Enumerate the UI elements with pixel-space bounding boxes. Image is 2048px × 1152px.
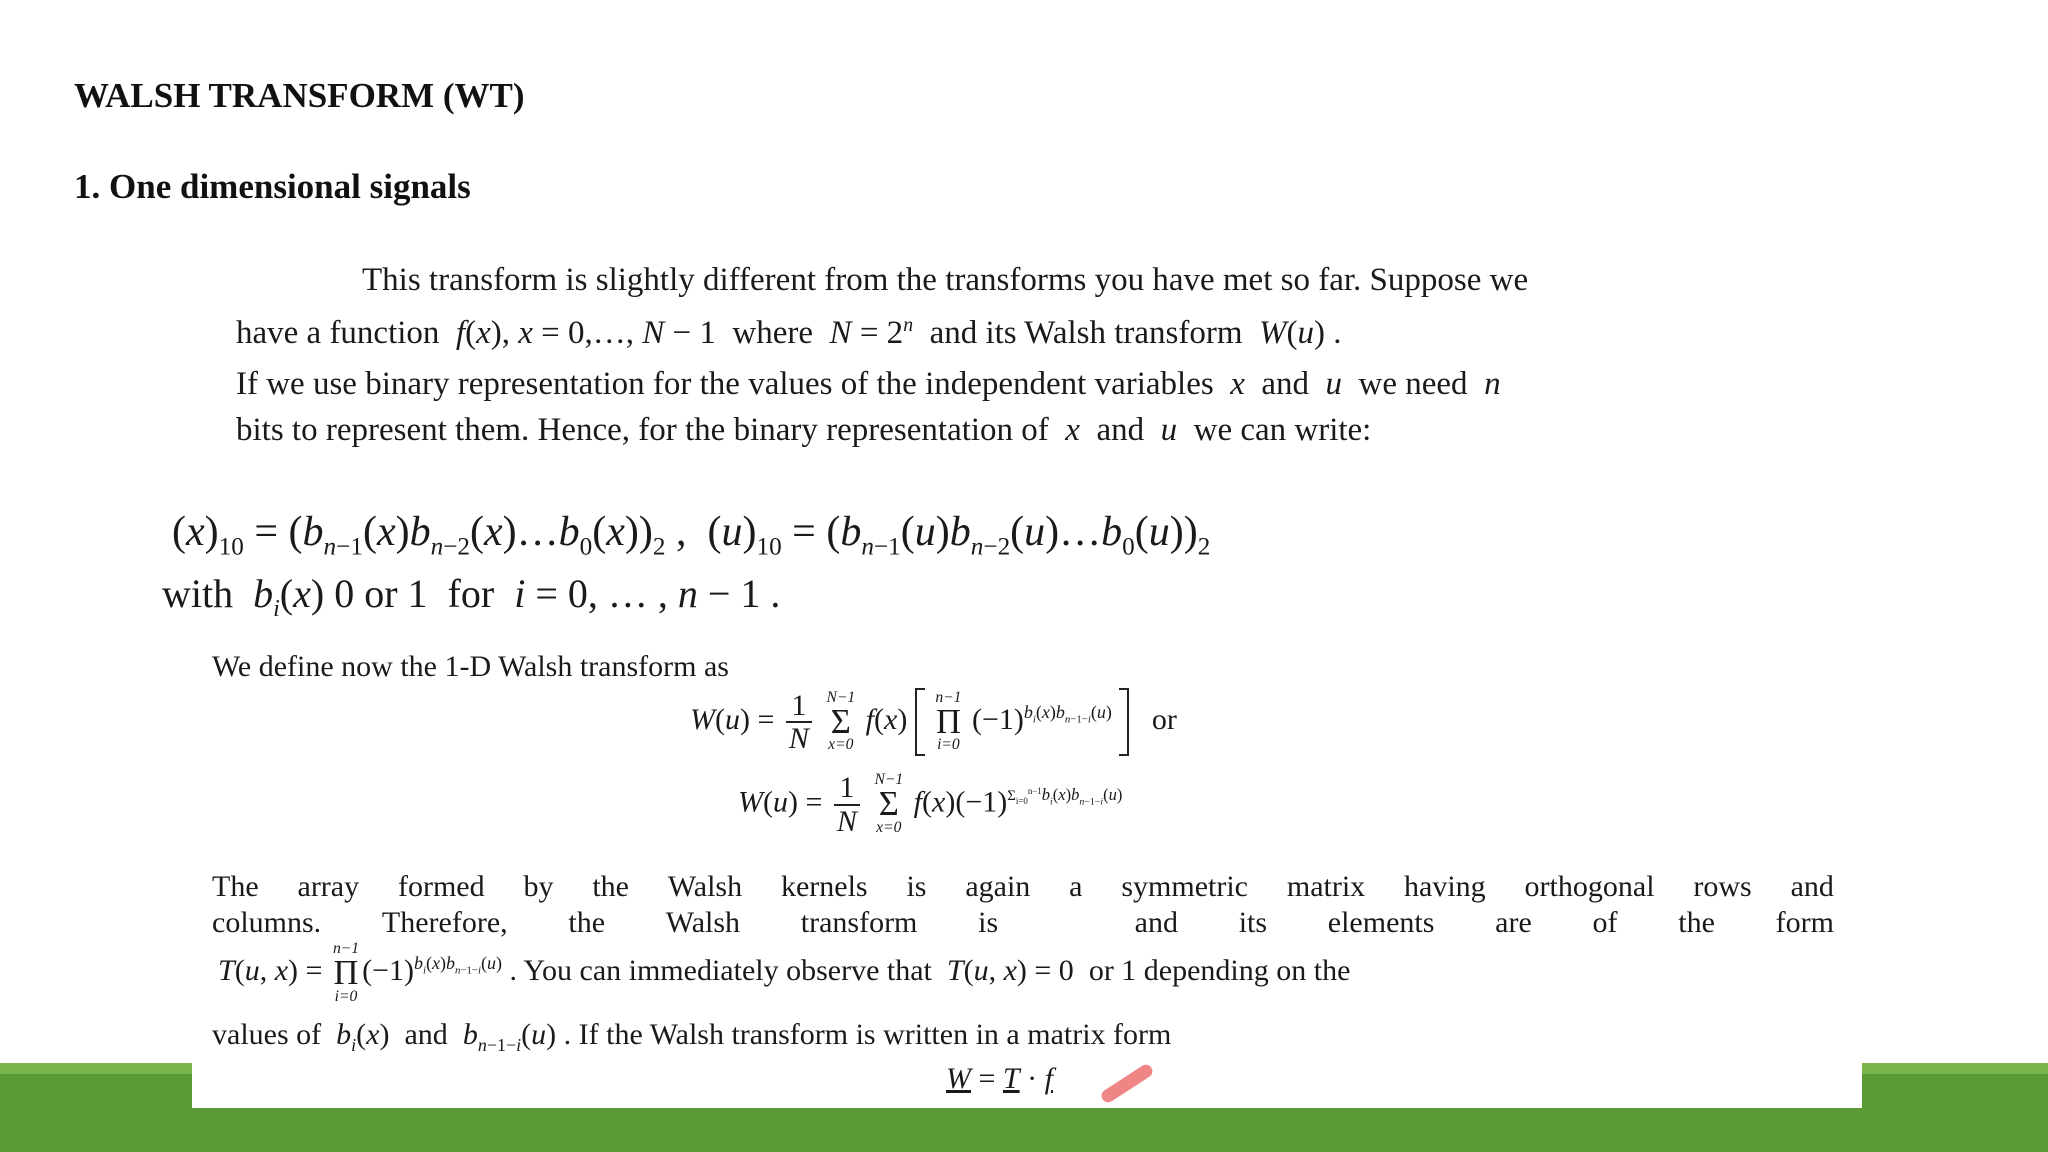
intro-line-3: If we use binary representation for the values of the independent variables x and u we need n — [236, 366, 1501, 402]
walsh-transform-equation-1: W(u) = $\frac{1}{N}$ N−1 Σ x=0 f(x) n−1 Π i=0 $(-1)^{b_i(x)b_{n-1-i}(u)}$ or — [690, 688, 1177, 755]
kernel-line-3: T(u, x) = n−1 Π i=0 $(-1)^{b_i(x)b_{n-1-i}(u)}$ . You can immediately observe that T(u, x) = 0 or 1 depending on the — [218, 940, 1351, 1005]
slide-title: WALSH TRANSFORM (WT) — [74, 76, 525, 115]
section-heading: 1. One dimensional signals — [74, 167, 471, 206]
definition-intro: We define now the 1-D Walsh transform as — [212, 650, 729, 683]
matrix-form-equation: W = T · f — [946, 1062, 1053, 1095]
binary-representation-equation: $(x)_{10}$ = $(b_{n-1}(x)b_{n-2}(x)\dots b_0(x))_2$ , $(u)_{10}$ = $(b_{n-1}(u)b_{n-2}(u)\dots b_0(u))_2$ — [172, 509, 1211, 561]
kernel-line-4: values of $b_i(x)$ and $b_{n-1-i}(u)$ . If the Walsh transform is written in a matrix form — [212, 1018, 1172, 1055]
kernel-line-1: The array formed by the Walsh kernels is again a symmetric matrix having orthogonal rows and — [212, 870, 1834, 903]
binary-digit-condition: with $b_i(x)$ 0 or 1 for i = 0, … , n − 1 . — [162, 571, 781, 622]
intro-line-2: have a function f(x), x = 0,…, N − 1 where $N = 2^n$ and its Walsh transform W(u) . — [236, 314, 1342, 351]
intro-line-1: This transform is slightly different from the transforms you have met so far. Suppose we — [362, 262, 1529, 298]
intro-line-4: bits to represent them. Hence, for the binary representation of x and u we can write: — [236, 412, 1372, 448]
kernel-line-2: columns. Therefore, the Walsh transform is and its elements are of the form — [212, 906, 1834, 939]
walsh-transform-equation-2: W(u) = $\frac{1}{N}$ N−1 Σ x=0 $f(x)(-1)^{\Sigma_{i=0}^{n-1}b_i(x)b_{n-1-i}(u)}$ — [738, 771, 1123, 838]
